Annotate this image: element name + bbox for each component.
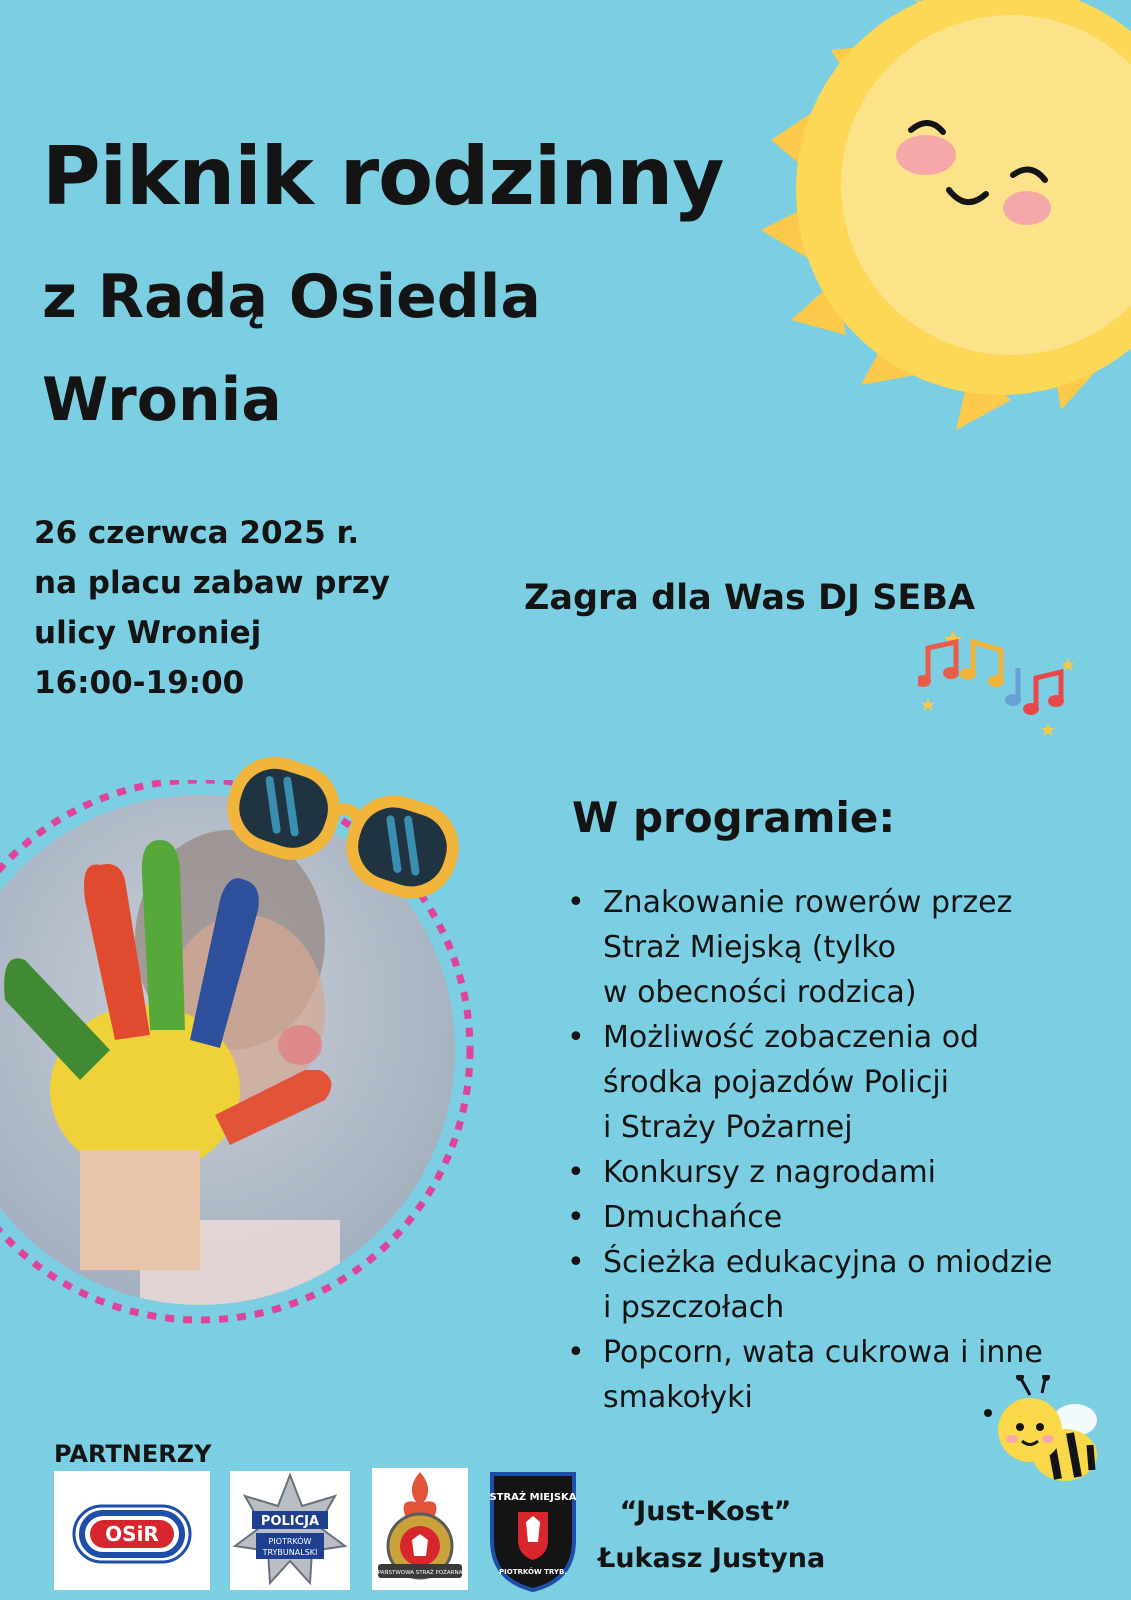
event-info [34, 508, 390, 708]
event-place-line-2: ulicy Wroniej [34, 615, 262, 651]
program-item-line: Popcorn, wata cukrowa i inne [603, 1335, 1043, 1370]
bullet-icon: • [567, 1155, 585, 1190]
bullet-icon: • [567, 1335, 585, 1370]
policja-logo-sub1: PIOTRKÓW [268, 1537, 312, 1546]
program-item-line: Straż Miejską (tylko [603, 930, 896, 965]
sponsor-name: “Just-Kost” [619, 1496, 792, 1527]
osir-logo-text: OSiR [105, 1522, 159, 1546]
event-time: 16:00-19:00 [34, 665, 245, 701]
straz-pozarna-logo-text: PAŃSTWOWA STRAŻ POŻARNA [377, 1570, 463, 1576]
straz-pozarna-logo [372, 1468, 468, 1590]
osir-logo [54, 1471, 210, 1590]
bullet-icon: • [567, 1245, 585, 1280]
program-heading: W programie: [572, 793, 896, 842]
bullet-icon: • [567, 1200, 585, 1235]
event-date: 26 czerwca 2025 r. [34, 515, 360, 551]
program-item [567, 1195, 1053, 1240]
straz-miejska-logo-bottom: PIOTRKÓW TRYB. [499, 1568, 567, 1576]
program-item-line: Możliwość zobaczenia od [603, 1020, 980, 1055]
straz-miejska-logo-top: STRAŻ MIEJSKA [489, 1492, 577, 1503]
straz-miejska-logo [488, 1470, 578, 1592]
title-line-2: z Radą Osiedla [42, 262, 541, 332]
program-item [567, 1240, 1053, 1330]
music-notes-icon [918, 628, 1093, 748]
program-item-line: w obecności rodzica) [603, 975, 917, 1010]
program-item [567, 1015, 1053, 1150]
program-item-line: Dmuchańce [603, 1200, 783, 1235]
program-item-line: Konkursy z nagrodami [603, 1155, 937, 1190]
title-line-1: Piknik rodzinny [42, 130, 724, 223]
program-item [567, 1150, 1053, 1195]
bee-icon [980, 1375, 1110, 1495]
bullet-icon: • [567, 885, 585, 920]
sponsor [598, 1488, 826, 1582]
sun-icon [731, 0, 1131, 440]
program-list [567, 880, 1053, 1420]
program-item-line: Znakowanie rowerów przez [603, 885, 1013, 920]
policja-logo-sub2: TRYBUNALSKI [262, 1548, 318, 1557]
program-item-line: i pszczołach [603, 1290, 785, 1325]
program-item [567, 880, 1053, 1015]
sponsor-owner: Łukasz Justyna [598, 1543, 826, 1574]
partners-heading: PARTNERZY [54, 1440, 212, 1468]
program-item-line: środka pojazdów Policji [603, 1065, 950, 1100]
program-item-line: smakołyki [603, 1380, 753, 1415]
sunglasses-icon [215, 755, 465, 940]
dj-announcement: Zagra dla Was DJ SEBA [524, 578, 976, 618]
bullet-icon: • [567, 1020, 585, 1055]
program-item-line: i Straży Pożarnej [603, 1110, 853, 1145]
program-item-line: Ścieżka edukacyjna o miodzie [603, 1245, 1053, 1280]
policja-logo-text: POLICJA [260, 1514, 320, 1529]
policja-logo [230, 1471, 350, 1590]
title-line-3: Wronia [42, 365, 282, 435]
event-place-line-1: na placu zabaw przy [34, 565, 390, 601]
